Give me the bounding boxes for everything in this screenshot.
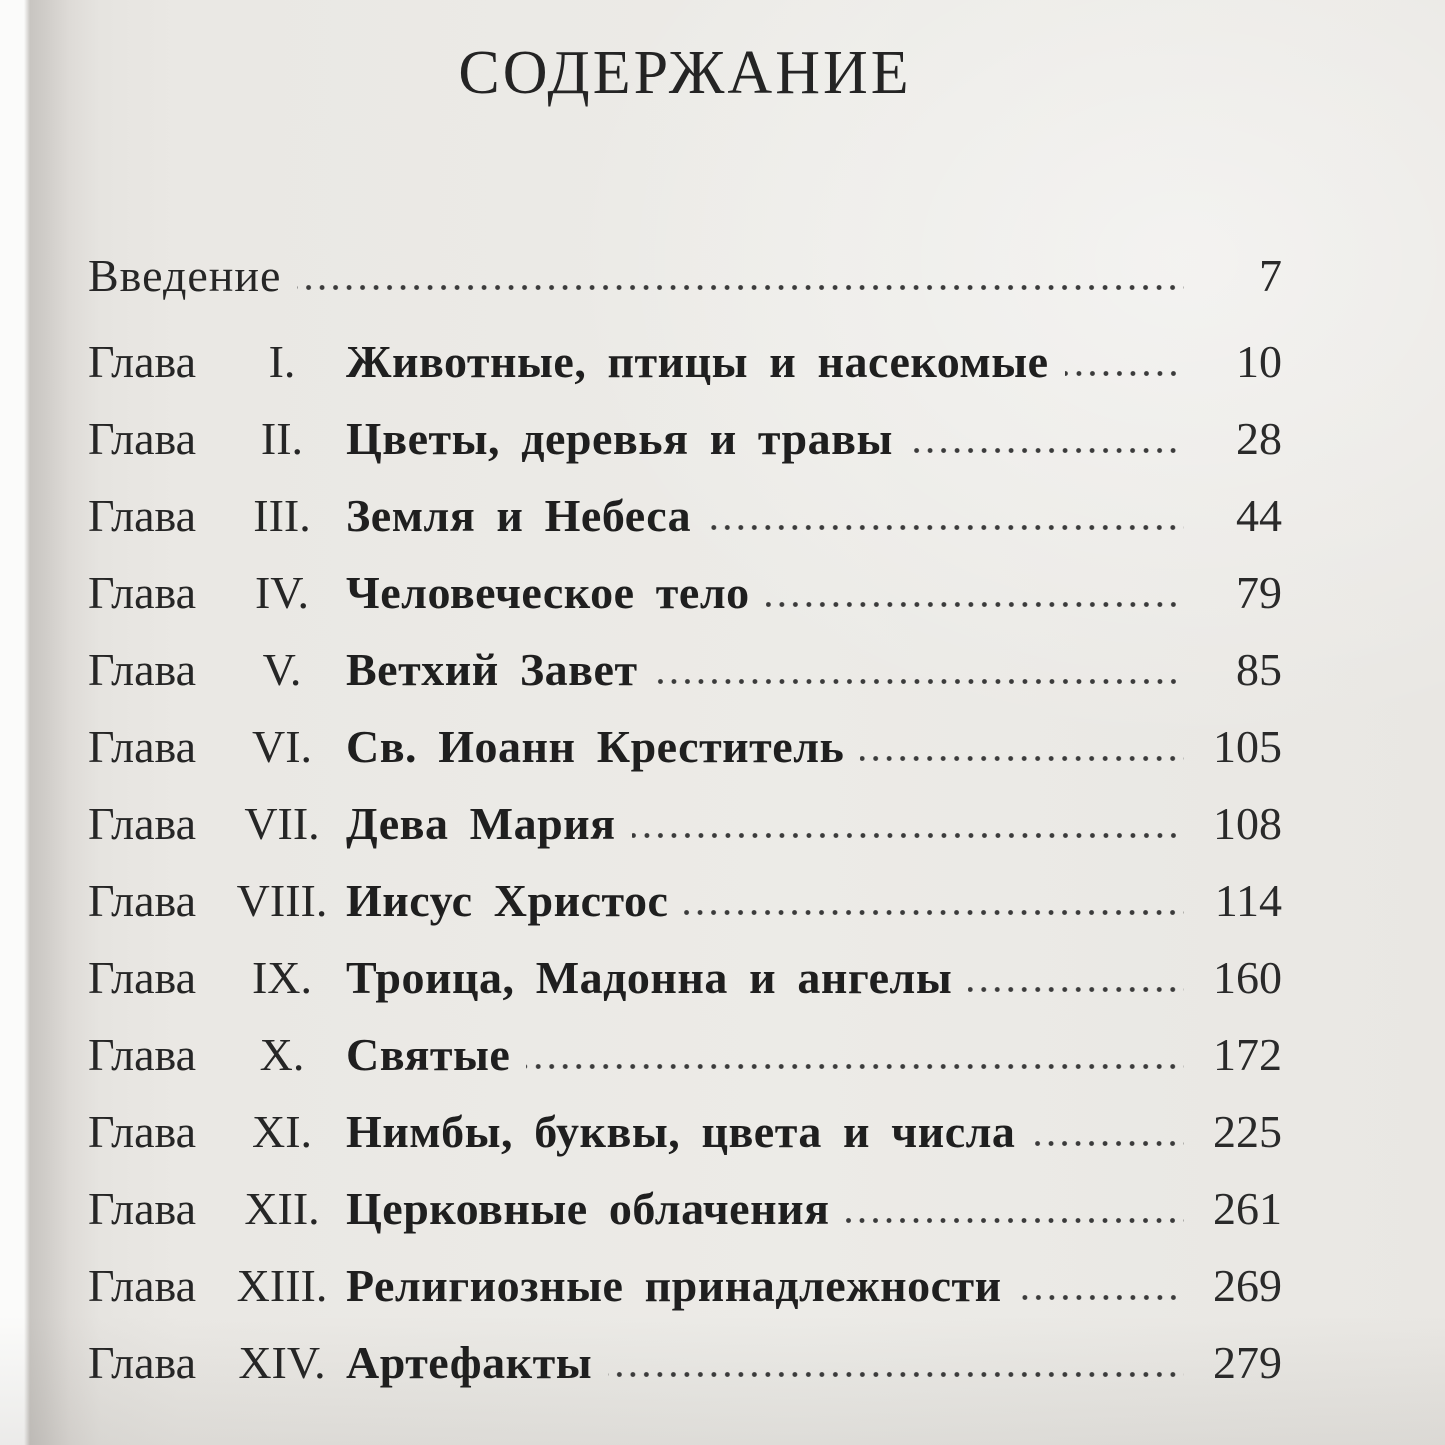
chapter-title: Человеческое тело (346, 567, 750, 618)
toc-row (88, 1185, 1282, 1233)
dot-leader (845, 1218, 1184, 1223)
chapter-numeral: VIII. (236, 875, 328, 926)
intro-label: Введение (88, 250, 282, 301)
toc-row (88, 338, 1282, 386)
page-number: 225 (1213, 1106, 1282, 1157)
chapter-title: Животные, птицы и насекомые (346, 336, 1049, 387)
toc-row (88, 1108, 1282, 1156)
chapter-word: Глава (88, 644, 197, 695)
chapter-numeral: IX. (251, 952, 313, 1003)
page-number: 28 (1236, 413, 1282, 464)
chapter-word: Глава (88, 336, 197, 387)
page-number: 105 (1213, 721, 1282, 772)
toc-row (88, 415, 1282, 463)
chapter-word: Глава (88, 721, 197, 772)
chapter-word: Глава (88, 798, 197, 849)
toc-row (88, 646, 1282, 694)
page-title: СОДЕРЖАНИЕ (458, 39, 912, 107)
chapter-numeral: V. (262, 644, 302, 695)
page-number: 160 (1213, 952, 1282, 1003)
chapter-numeral: I. (268, 336, 296, 387)
chapter-title: Земля и Небеса (346, 490, 692, 541)
dot-leader (909, 448, 1184, 453)
chapter-word: Глава (88, 490, 197, 541)
chapter-word: Глава (88, 1183, 197, 1234)
toc-row (88, 877, 1282, 925)
chapter-title: Ветхий Завет (346, 644, 638, 695)
page-number: 114 (1214, 875, 1282, 926)
page-number: 10 (1236, 336, 1282, 387)
chapter-word: Глава (88, 952, 197, 1003)
chapter-title: Религиозные принадлежности (346, 1260, 1002, 1311)
chapter-title: Дева Мария (346, 798, 616, 849)
chapter-numeral: X. (259, 1029, 305, 1080)
chapter-title: Нимбы, буквы, цвета и числа (346, 1106, 1016, 1157)
page-number: 44 (1236, 490, 1282, 541)
chapter-numeral: VII. (244, 798, 320, 849)
dot-leader (1018, 1295, 1184, 1300)
chapter-numeral: XII. (244, 1183, 320, 1234)
dot-leader (632, 833, 1184, 838)
chapter-title: Св. Иоанн Креститель (346, 721, 845, 772)
chapter-numeral: XIII. (236, 1260, 328, 1311)
dot-leader (684, 910, 1184, 915)
chapter-word: Глава (88, 413, 197, 464)
chapter-title: Артефакты (346, 1337, 593, 1388)
page-number: 108 (1213, 798, 1282, 849)
dot-leader (968, 987, 1184, 992)
chapter-title: Троица, Мадонна и ангелы (346, 952, 953, 1003)
chapter-word: Глава (88, 1029, 197, 1080)
chapter-word: Глава (88, 1337, 197, 1388)
chapter-title: Цветы, деревья и травы (346, 413, 893, 464)
toc-row (88, 492, 1282, 540)
chapter-numeral: II. (260, 413, 304, 464)
dot-leader (860, 756, 1184, 761)
chapter-title: Церковные облачения (346, 1183, 830, 1234)
chapter-word: Глава (88, 567, 197, 618)
page-number: 172 (1213, 1029, 1282, 1080)
toc-row (88, 1031, 1282, 1079)
chapter-numeral: VI. (251, 721, 313, 772)
chapter-numeral: IV. (254, 567, 310, 618)
dot-leader (1031, 1141, 1184, 1146)
toc-row (88, 1262, 1282, 1310)
page-number: 85 (1236, 644, 1282, 695)
chapter-word: Глава (88, 1260, 197, 1311)
toc-row-intro (88, 252, 1282, 300)
toc-row (88, 723, 1282, 771)
dot-leader (654, 679, 1184, 684)
page-number: 7 (1259, 250, 1282, 301)
dot-leader (526, 1064, 1184, 1069)
page-number: 79 (1236, 567, 1282, 618)
toc-row (88, 1339, 1282, 1387)
chapter-title: Иисус Христос (346, 875, 669, 926)
toc-list (88, 252, 1282, 1387)
chapter-word: Глава (88, 1106, 197, 1157)
page-number: 261 (1213, 1183, 1282, 1234)
chapter-numeral: XI. (251, 1106, 313, 1157)
page-number: 279 (1213, 1337, 1282, 1388)
page-number: 269 (1213, 1260, 1282, 1311)
chapter-word: Глава (88, 875, 197, 926)
dot-leader (766, 602, 1184, 607)
dot-leader (707, 525, 1184, 530)
chapter-numeral: XIV. (238, 1337, 326, 1388)
dot-leader (1065, 371, 1184, 376)
toc-row (88, 954, 1282, 1002)
toc-row (88, 800, 1282, 848)
toc-row (88, 569, 1282, 617)
dot-leader (297, 285, 1184, 290)
chapter-title: Святые (346, 1029, 511, 1080)
chapter-numeral: III. (253, 490, 311, 541)
dot-leader (608, 1372, 1184, 1377)
